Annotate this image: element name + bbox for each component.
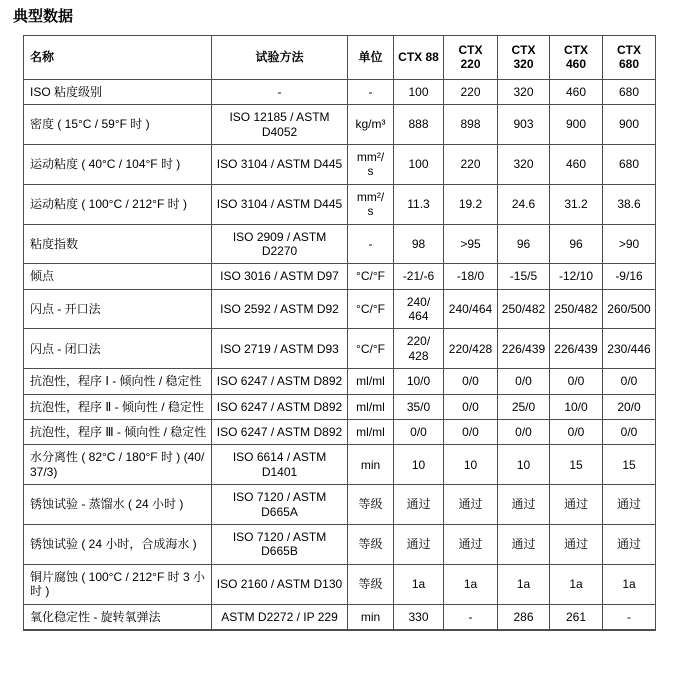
cell-ctx-680: -	[603, 604, 656, 630]
col-header-ctx-460: CTX 460	[550, 36, 603, 80]
table-row	[24, 224, 656, 264]
cell-test-method: ISO 3016 / ASTM D97	[212, 264, 348, 289]
cell-name: 运动粘度 ( 100°C / 212°F 时 )	[24, 184, 212, 224]
cell-unit: 等级	[348, 564, 394, 604]
cell-name: 闪点 - 闭口法	[24, 329, 212, 369]
cell-unit: ml/​ml	[348, 369, 394, 394]
cell-ctx-460: 261	[550, 604, 603, 630]
table-row	[24, 564, 656, 604]
cell-test-method: ISO 2909 / ASTM D2270	[212, 224, 348, 264]
cell-name: 水分离性 ( 82°C / 180°F 时 ) (40/​37/​3)	[24, 445, 212, 485]
cell-ctx-220: 通过	[444, 524, 498, 564]
table-row	[24, 604, 656, 630]
typical-data-table	[23, 35, 656, 631]
cell-test-method: ISO 6247 / ASTM D892	[212, 369, 348, 394]
cell-ctx-220: 19.2	[444, 184, 498, 224]
cell-ctx-460: 0/​0	[550, 420, 603, 445]
header-row	[24, 36, 656, 80]
cell-ctx-460: 通过	[550, 485, 603, 525]
cell-ctx-460: 31.2	[550, 184, 603, 224]
cell-ctx-680: 900	[603, 105, 656, 145]
cell-ctx-320: 320	[498, 144, 550, 184]
cell-test-method: ISO 6247 / ASTM D892	[212, 420, 348, 445]
cell-ctx-460: 10/​0	[550, 394, 603, 419]
table-row	[24, 79, 656, 104]
cell-name: 密度 ( 15°C / 59°F 时 )	[24, 105, 212, 145]
cell-name: 倾点	[24, 264, 212, 289]
cell-ctx-680: >90	[603, 224, 656, 264]
cell-ctx-320: 0/​0	[498, 369, 550, 394]
cell-ctx-88: 100	[394, 79, 444, 104]
table-row	[24, 144, 656, 184]
table-row	[24, 369, 656, 394]
cell-unit: min	[348, 604, 394, 630]
cell-ctx-320: 903	[498, 105, 550, 145]
cell-ctx-680: 260/​500	[603, 289, 656, 329]
col-header-ctx-220: CTX 220	[444, 36, 498, 80]
cell-ctx-220: -18/​0	[444, 264, 498, 289]
cell-ctx-220: 220	[444, 79, 498, 104]
table-row	[24, 445, 656, 485]
col-header-unit: 单位	[348, 36, 394, 80]
cell-ctx-88: 35/​0	[394, 394, 444, 419]
cell-ctx-220: 1a	[444, 564, 498, 604]
cell-name: 氧化稳定性 - 旋转氧弹法	[24, 604, 212, 630]
cell-unit: °C/​°F	[348, 329, 394, 369]
cell-ctx-680: 230/​446	[603, 329, 656, 369]
cell-test-method: ISO 2719 / ASTM D93	[212, 329, 348, 369]
cell-unit: kg/​m³	[348, 105, 394, 145]
cell-ctx-88: 1a	[394, 564, 444, 604]
cell-name: 抗泡性，程序 Ⅲ - 倾向性 / 稳定性	[24, 420, 212, 445]
cell-ctx-320: 226/​439	[498, 329, 550, 369]
cell-ctx-220: 220/​428	[444, 329, 498, 369]
cell-ctx-320: 96	[498, 224, 550, 264]
table-body	[24, 79, 656, 630]
cell-ctx-320: -15/​5	[498, 264, 550, 289]
cell-name: 运动粘度 ( 40°C / 104°F 时 )	[24, 144, 212, 184]
cell-ctx-88: 10/​0	[394, 369, 444, 394]
col-header-name: 名称	[24, 36, 212, 80]
cell-name: ISO 粘度级别	[24, 79, 212, 104]
cell-ctx-680: 1a	[603, 564, 656, 604]
cell-unit: mm²/​s	[348, 184, 394, 224]
col-header-ctx-680: CTX 680	[603, 36, 656, 80]
table-row	[24, 264, 656, 289]
cell-ctx-88: 0/​0	[394, 420, 444, 445]
cell-ctx-88: 通过	[394, 524, 444, 564]
cell-ctx-460: 1a	[550, 564, 603, 604]
cell-ctx-320: 250/​482	[498, 289, 550, 329]
cell-ctx-460: -12/​10	[550, 264, 603, 289]
cell-ctx-220: 10	[444, 445, 498, 485]
cell-unit: 等级	[348, 524, 394, 564]
cell-ctx-320: 25/​0	[498, 394, 550, 419]
cell-ctx-680: -9/​16	[603, 264, 656, 289]
cell-ctx-320: 10	[498, 445, 550, 485]
cell-ctx-680: 0/​0	[603, 369, 656, 394]
cell-unit: min	[348, 445, 394, 485]
cell-ctx-680: 0/​0	[603, 420, 656, 445]
cell-ctx-88: 11.3	[394, 184, 444, 224]
cell-ctx-220: 898	[444, 105, 498, 145]
cell-unit: °C/​°F	[348, 289, 394, 329]
cell-ctx-320: 24.6	[498, 184, 550, 224]
cell-test-method: ISO 2592 / ASTM D92	[212, 289, 348, 329]
cell-ctx-88: 100	[394, 144, 444, 184]
cell-name: 铜片腐蚀 ( 100°C / 212°F 时 3 小时 )	[24, 564, 212, 604]
cell-ctx-680: 通过	[603, 524, 656, 564]
cell-ctx-460: 通过	[550, 524, 603, 564]
cell-ctx-680: 680	[603, 79, 656, 104]
cell-ctx-460: 96	[550, 224, 603, 264]
cell-ctx-680: 15	[603, 445, 656, 485]
table-row	[24, 329, 656, 369]
cell-ctx-320: 1a	[498, 564, 550, 604]
table-row	[24, 184, 656, 224]
cell-ctx-680: 680	[603, 144, 656, 184]
cell-test-method: ISO 7120 / ASTM D665A	[212, 485, 348, 525]
page-title: 典型数据	[13, 8, 74, 25]
cell-ctx-220: -	[444, 604, 498, 630]
cell-ctx-320: 通过	[498, 485, 550, 525]
table-row	[24, 420, 656, 445]
cell-ctx-220: 240/​464	[444, 289, 498, 329]
cell-ctx-460: 460	[550, 79, 603, 104]
cell-test-method: ISO 3104 / ASTM D445	[212, 184, 348, 224]
table-row	[24, 105, 656, 145]
cell-unit: °C/​°F	[348, 264, 394, 289]
cell-ctx-680: 38.6	[603, 184, 656, 224]
cell-ctx-460: 250/​482	[550, 289, 603, 329]
cell-ctx-220: 0/​0	[444, 394, 498, 419]
cell-ctx-88: 240/​464	[394, 289, 444, 329]
cell-ctx-88: 通过	[394, 485, 444, 525]
cell-test-method: ISO 3104 / ASTM D445	[212, 144, 348, 184]
cell-ctx-320: 通过	[498, 524, 550, 564]
cell-test-method: ISO 12185 / ASTM D4052	[212, 105, 348, 145]
cell-ctx-88: 98	[394, 224, 444, 264]
col-header-test-method: 试验方法	[212, 36, 348, 80]
cell-name: 锈蚀试验 - 蒸馏水 ( 24 小时 )	[24, 485, 212, 525]
cell-unit: ml/​ml	[348, 394, 394, 419]
cell-ctx-320: 320	[498, 79, 550, 104]
cell-test-method: -	[212, 79, 348, 104]
cell-unit: 等级	[348, 485, 394, 525]
cell-name: 抗泡性，程序 Ⅰ - 倾向性 / 稳定性	[24, 369, 212, 394]
cell-ctx-88: 888	[394, 105, 444, 145]
cell-ctx-88: 330	[394, 604, 444, 630]
cell-test-method: ASTM D2272 / IP 229	[212, 604, 348, 630]
cell-ctx-220: >95	[444, 224, 498, 264]
cell-ctx-88: -21/​-6	[394, 264, 444, 289]
cell-ctx-88: 220/​428	[394, 329, 444, 369]
cell-ctx-320: 0/​0	[498, 420, 550, 445]
cell-test-method: ISO 7120 / ASTM D665B	[212, 524, 348, 564]
table-row	[24, 524, 656, 564]
cell-ctx-680: 通过	[603, 485, 656, 525]
cell-ctx-320: 286	[498, 604, 550, 630]
cell-name: 闪点 - 开口法	[24, 289, 212, 329]
cell-name: 锈蚀试验 ( 24 小时，合成海水 )	[24, 524, 212, 564]
col-header-ctx-320: CTX 320	[498, 36, 550, 80]
cell-unit: ml/​ml	[348, 420, 394, 445]
cell-ctx-680: 20/​0	[603, 394, 656, 419]
cell-name: 抗泡性，程序 Ⅱ - 倾向性 / 稳定性	[24, 394, 212, 419]
cell-ctx-460: 226/​439	[550, 329, 603, 369]
cell-test-method: ISO 2160 / ASTM D130	[212, 564, 348, 604]
cell-ctx-88: 10	[394, 445, 444, 485]
cell-unit: -	[348, 79, 394, 104]
cell-ctx-460: 0/​0	[550, 369, 603, 394]
col-header-ctx-88: CTX 88	[394, 36, 444, 80]
table-row	[24, 394, 656, 419]
cell-ctx-220: 通过	[444, 485, 498, 525]
cell-ctx-460: 460	[550, 144, 603, 184]
cell-ctx-220: 0/​0	[444, 420, 498, 445]
cell-test-method: ISO 6614 / ASTM D1401	[212, 445, 348, 485]
cell-ctx-460: 15	[550, 445, 603, 485]
cell-test-method: ISO 6247 / ASTM D892	[212, 394, 348, 419]
table-row	[24, 485, 656, 525]
cell-unit: -	[348, 224, 394, 264]
cell-name: 粘度指数	[24, 224, 212, 264]
cell-ctx-460: 900	[550, 105, 603, 145]
table-row	[24, 289, 656, 329]
cell-ctx-220: 0/​0	[444, 369, 498, 394]
cell-ctx-220: 220	[444, 144, 498, 184]
cell-unit: mm²/​s	[348, 144, 394, 184]
